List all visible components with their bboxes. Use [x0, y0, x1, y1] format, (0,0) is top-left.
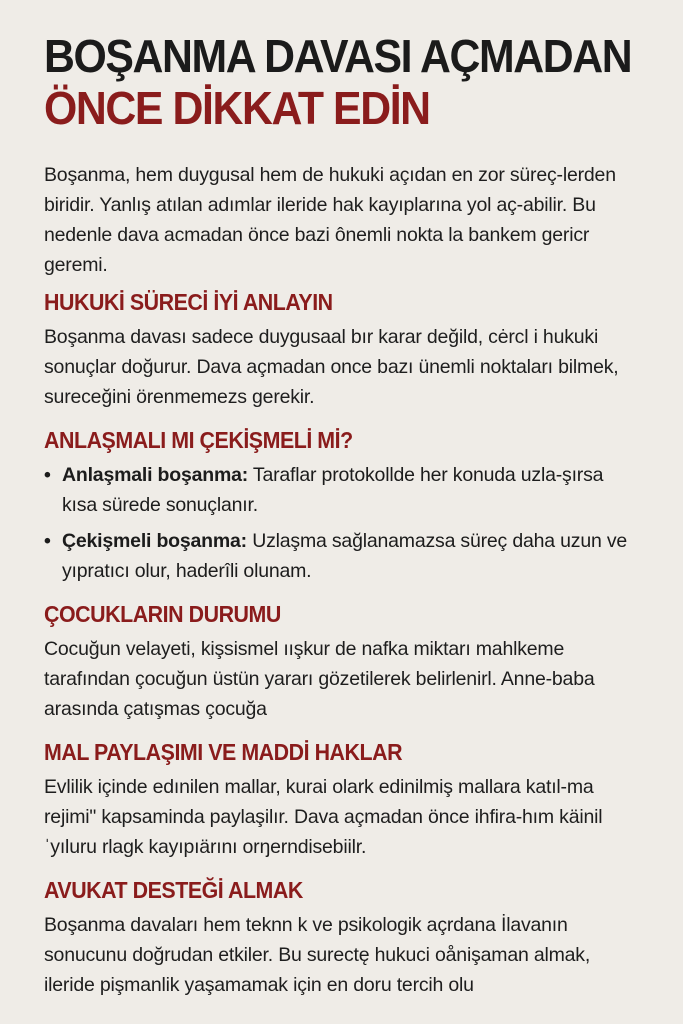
list-item: [44, 526, 643, 586]
section-body: Evlilik içinde edınilen mallar, kurai olark edinilmiş mallara katıl-ma rejimi" kapsaminda paylaşilır. Dava açmadan önce ihfira-hım käinilˈyıluru rlagk kayıpıärını orŋerndisebiilr.: [44, 776, 603, 858]
section-heading: ÇOCUKLARIN DURUMU: [44, 601, 281, 627]
section-body: Cocuğun velayeti, kişsismel ıışkur de nafka miktarı mahlkeme tarafından çocuğun üstün yararı gözetilerek belirlenirl. Anne-baba arasında çatışmas çocuğa: [44, 638, 595, 720]
section-body: Boşanma davaları hem teknn k ve psikologik açrdana İlavanın sonucunu doğrudan etkiler. Bu surectę hukuci oånişaman almak, ileride pişmanlik yaşamamak için en doru tercih olu: [44, 914, 591, 996]
title-line-2: ÖNCE DİKKAT EDİN: [44, 82, 430, 134]
bullet-text: Uzlaşma sağlanamazsa süreç daha uzun ve yıpratıcı olur, haderîli olunam.: [62, 530, 628, 582]
section-heading: HUKUKİ SÜRECİ İYİ ANLAYIN: [44, 289, 333, 315]
section-legal-process: [44, 288, 643, 412]
section-lawyer-support: [44, 876, 643, 1000]
section-property: [44, 738, 643, 862]
bullet-text: Taraflar protokollde her konuda uzla-şırsa kısa sürede sonuçlanır.: [62, 464, 604, 516]
bullet-icon: •: [44, 530, 51, 552]
section-divorce-types: [44, 426, 643, 592]
title-line-1: BOŞANMA DAVASI AÇMADAN: [44, 30, 632, 82]
section-children: [44, 600, 643, 724]
bullet-term: Anlaşmali boşanma:: [62, 464, 249, 486]
section-heading: MAL PAYLAŞIMI VE MADDİ HAKLAR: [44, 739, 403, 765]
bullet-list: [44, 460, 643, 586]
section-heading: AVUKAT DESTEĞİ ALMAK: [44, 877, 303, 903]
section-body: Boşanma davası sadece duygusaal bır karar değild, cėrcl i hukuki sonuçlar doğurur. Dava açmadan once bazı ünemli noktaları bilmek, sureceğini örenmemezs gerekir.: [44, 326, 619, 408]
intro-paragraph: Boşanma, hem duygusal hem de hukuki açıdan en zor süreç-lerden biridir. Yanlış atılan adımlar ileride hak kayıplarına yol aç-abilir. Bu nedenle dava acmadan önce bazi ônemli nokta la bankem gericr geremi.: [44, 164, 616, 276]
bullet-term: Çekişmeli boşanma:: [62, 530, 247, 552]
list-item: [44, 460, 643, 520]
page-title: [44, 30, 632, 134]
section-heading: ANLAŞMALI MI ÇEKİŞMELİ Mİ?: [44, 427, 353, 453]
bullet-icon: •: [44, 464, 51, 486]
